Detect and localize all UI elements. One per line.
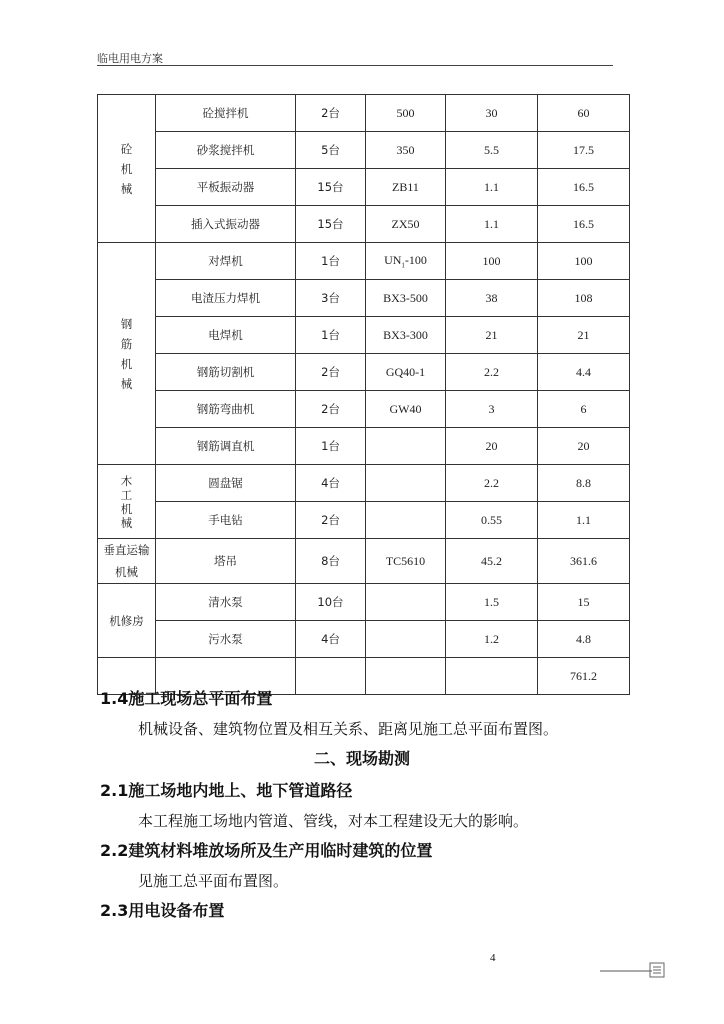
equipment-table [97,94,630,695]
equipment-power: 45.2 [446,539,538,584]
equipment-total: 60 [538,95,630,132]
equipment-total: 17.5 [538,132,630,169]
equipment-name: 清水泵 [156,584,296,621]
equipment-total: 108 [538,280,630,317]
section-1-4-title: 1.4施工现场总平面布置 [100,689,273,708]
equipment-name: 污水泵 [156,621,296,658]
equipment-total: 16.5 [538,206,630,243]
equipment-qty: 2台 [296,502,366,539]
equipment-model: ZB11 [366,169,446,206]
table-row [98,280,630,317]
equipment-qty: 4台 [296,621,366,658]
equipment-name: 钢筋弯曲机 [156,391,296,428]
equipment-total: 100 [538,243,630,280]
equipment-power: 1.5 [446,584,538,621]
equipment-power: 1.1 [446,169,538,206]
equipment-name: 砼搅拌机 [156,95,296,132]
equipment-qty: 10台 [296,584,366,621]
part-2-title: 二、现场勘测 [313,749,410,768]
equipment-qty: 4台 [296,465,366,502]
decorative-mark-icon [600,960,670,982]
table-row [98,465,630,502]
equipment-model: BX3-500 [366,280,446,317]
grand-total: 761.2 [538,658,630,695]
equipment-power: 100 [446,243,538,280]
equipment-qty: 2台 [296,354,366,391]
table-row [98,206,630,243]
category-cell-vertical: 垂直运输 机械 [98,539,156,584]
equipment-name: 平板振动器 [156,169,296,206]
equipment-power: 2.2 [446,354,538,391]
equipment-name: 电渣压力焊机 [156,280,296,317]
equipment-power: 30 [446,95,538,132]
equipment-qty: 15台 [296,169,366,206]
equipment-qty: 1台 [296,317,366,354]
table-row [98,502,630,539]
equipment-power: 1.2 [446,621,538,658]
table-row [98,428,630,465]
page-header-title: 临电用电方案 [97,52,163,65]
equipment-qty: 2台 [296,391,366,428]
equipment-name: 钢筋调直机 [156,428,296,465]
equipment-qty: 8台 [296,539,366,584]
table-row [98,317,630,354]
equipment-model: ZX50 [366,206,446,243]
equipment-power: 21 [446,317,538,354]
section-2-1-text: 本工程施工场地内管道、管线，对本工程建设无大的影响。 [138,812,529,830]
equipment-power: 38 [446,280,538,317]
equipment-qty: 15台 [296,206,366,243]
table-row [98,584,630,621]
equipment-model: 500 [366,95,446,132]
equipment-total: 1.1 [538,502,630,539]
equipment-qty: 3台 [296,280,366,317]
section-2-2-text: 见施工总平面布置图。 [138,872,289,890]
equipment-name: 塔吊 [156,539,296,584]
equipment-total: 20 [538,428,630,465]
section-2-2-title: 2.2建筑材料堆放场所及生产用临时建筑的位置 [100,841,433,860]
equipment-power: 3 [446,391,538,428]
equipment-power: 1.1 [446,206,538,243]
table-row [98,621,630,658]
equipment-total: 8.8 [538,465,630,502]
equipment-total: 4.8 [538,621,630,658]
equipment-power: 5.5 [446,132,538,169]
table-row [98,539,630,584]
equipment-model [366,584,446,621]
section-1-4-text: 机械设备、建筑物位置及相互关系、距离见施工总平面布置图。 [138,720,559,738]
equipment-power: 2.2 [446,465,538,502]
equipment-power: 0.55 [446,502,538,539]
equipment-total: 4.4 [538,354,630,391]
equipment-model [366,428,446,465]
equipment-total: 361.6 [538,539,630,584]
equipment-name: 钢筋切割机 [156,354,296,391]
equipment-model: 350 [366,132,446,169]
section-2-3-title: 2.3用电设备布置 [100,901,225,920]
equipment-power: 20 [446,428,538,465]
equipment-name: 对焊机 [156,243,296,280]
page-number: 4 [490,952,496,964]
table-row [98,243,630,280]
equipment-name: 插入式振动器 [156,206,296,243]
equipment-qty: 1台 [296,243,366,280]
equipment-total: 16.5 [538,169,630,206]
table-row [98,95,630,132]
equipment-total: 21 [538,317,630,354]
equipment-model [366,621,446,658]
equipment-name: 手电钻 [156,502,296,539]
section-2-1-title: 2.1施工场地内地上、地下管道路径 [100,781,353,800]
equipment-qty: 5台 [296,132,366,169]
equipment-model: $UN_1-100$ [366,243,446,280]
equipment-model: TC5610 [366,539,446,584]
header-rule [97,65,613,66]
equipment-model: BX3-300 [366,317,446,354]
equipment-total: 15 [538,584,630,621]
table-row [98,391,630,428]
equipment-name: 圆盘锯 [156,465,296,502]
table-row [98,132,630,169]
category-cell-concrete: 砼 机 械 [98,95,156,243]
equipment-qty: 2台 [296,95,366,132]
equipment-model: GW40 [366,391,446,428]
equipment-model: GQ40-1 [366,354,446,391]
category-cell-repair: 机修房 [98,584,156,658]
category-cell-rebar: 钢 筋 机 械 [98,243,156,465]
category-cell-wood: 木 工 机 械 [98,465,156,539]
table-row [98,354,630,391]
equipment-model [366,502,446,539]
equipment-model [366,465,446,502]
table-row [98,169,630,206]
equipment-qty: 1台 [296,428,366,465]
equipment-total: 6 [538,391,630,428]
equipment-name: 电焊机 [156,317,296,354]
equipment-name: 砂浆搅拌机 [156,132,296,169]
